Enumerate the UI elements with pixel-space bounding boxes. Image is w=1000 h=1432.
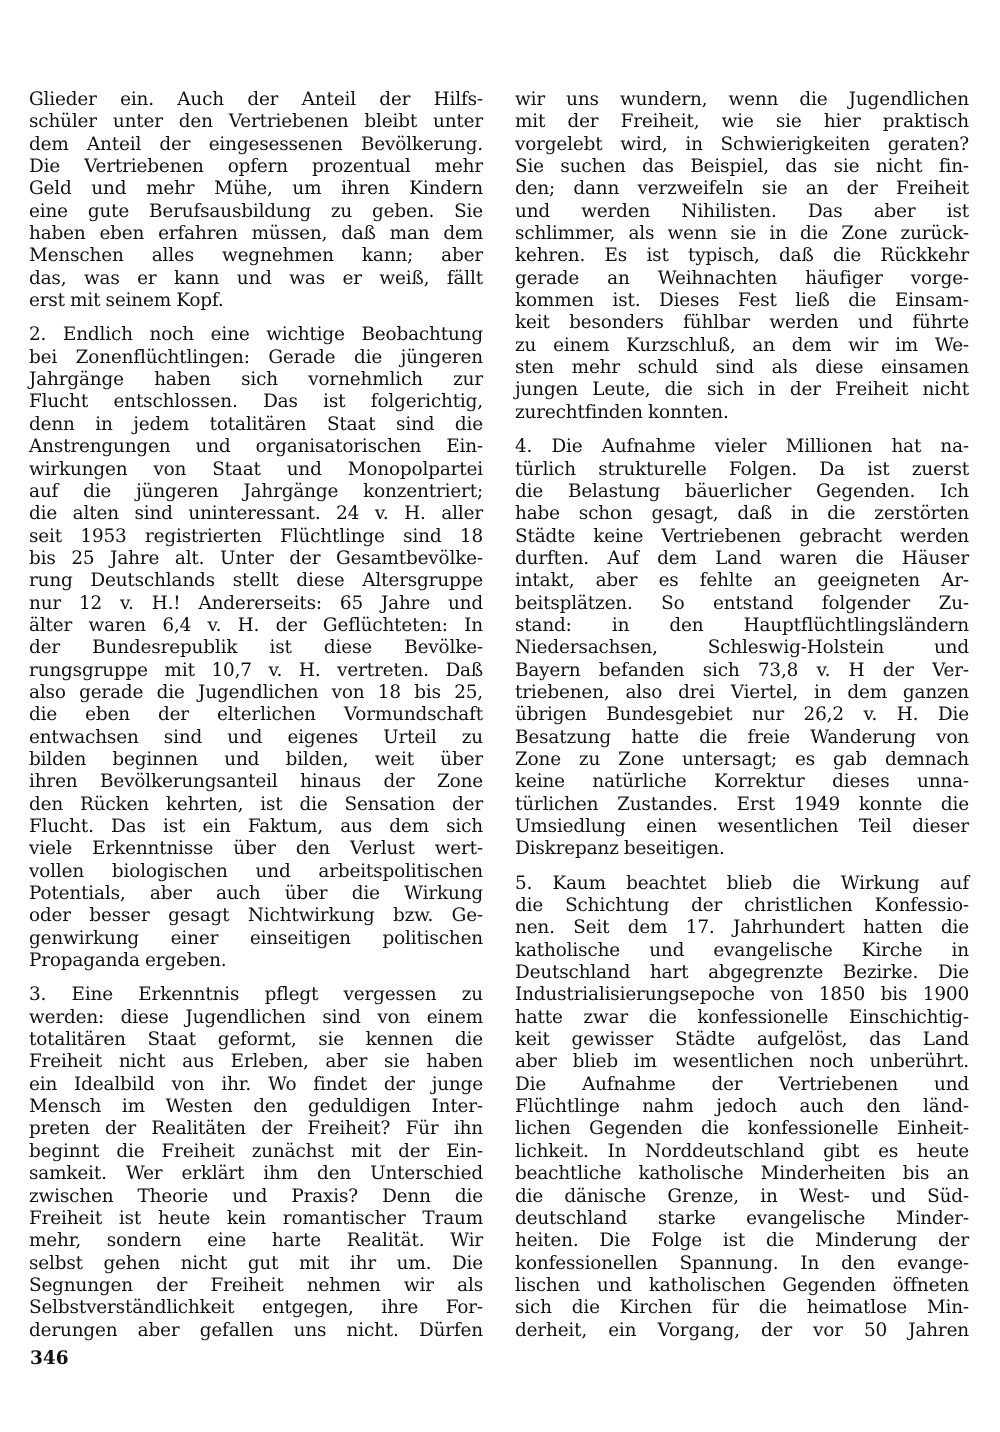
text-line: 4. Die Aufnahme vieler Millionen hat na- (515, 436, 969, 458)
text-line: sich die Kirchen für die heimatlose Min- (515, 1297, 969, 1319)
text-line: nen. Seit dem 17. Jahrhundert hatten die (515, 917, 969, 939)
text-line: sten mehr schuld sind als diese einsamen (515, 357, 969, 379)
text-line: Zone zu Zone untersagt; es gab demnach (515, 748, 969, 770)
text-line: Anstrengungen und organisatorischen Ein- (29, 436, 483, 458)
text-line: katholische und evangelische Kirche in (515, 939, 969, 961)
text-line: Geld und mehr Mühe, um ihren Kindern (29, 178, 483, 200)
text-line: triebenen, also drei Viertel, in dem ganzen (515, 681, 969, 703)
text-line: kehren. Es ist typisch, daß die Rückkehr (515, 245, 969, 267)
text-line: Bayern befanden sich 73,8 v. H der Ver- (515, 659, 969, 681)
text-line: gerade an Weihnachten häufiger vorge- (515, 267, 969, 289)
text-line: Flucht entschlossen. Das ist folgerichtig, (29, 391, 483, 413)
text-line: rungsgruppe mit 10,7 v. H. vertreten. Daß (29, 659, 483, 681)
paragraph (515, 89, 969, 424)
text-line: ein Idealbild von ihr. Wo findet der junge (29, 1073, 483, 1095)
text-line: denn in jedem totalitären Staat sind die (29, 413, 483, 435)
text-line: keit besonders fühlbar werden und führte (515, 312, 969, 334)
text-line: eine gute Berufsausbildung zu geben. Sie (29, 200, 483, 222)
text-line: hatte zwar die konfessionelle Einschichtig- (515, 1006, 969, 1028)
text-line: türlich strukturelle Folgen. Da ist zuerst (515, 458, 969, 480)
text-line: und werden Nihilisten. Das aber ist (515, 200, 969, 222)
text-line: durften. Auf dem Land waren die Häuser (515, 547, 969, 569)
text-line: entwachsen sind und eigenes Urteil zu (29, 726, 483, 748)
text-line: zu einem Kurzschluß, an dem wir im We- (515, 334, 969, 356)
text-line: Die Vertriebenen opfern prozentual mehr (29, 156, 483, 178)
text-line: übrigen Bundesgebiet nur 26,2 v. H. Die (515, 704, 969, 726)
text-line: rung Deutschlands stellt diese Altersgruppe (29, 570, 483, 592)
text-line: Selbstverständlichkeit entgegen, ihre For- (29, 1297, 483, 1319)
text-line: intakt, aber es fehlte an geeigneten Ar- (515, 570, 969, 592)
text-line: beachtliche katholische Minderheiten bis an (515, 1163, 969, 1185)
text-line: Flucht. Das ist ein Faktum, aus dem sich (29, 816, 483, 837)
text-line: erst mit seinem Kopf. (29, 290, 224, 312)
text-line: Diskrepanz beseitigen. (515, 838, 725, 860)
paragraph (29, 89, 483, 312)
text-line: seit 1953 registrierten Flüchtlinge sind 18 (29, 525, 483, 547)
text-line: schlimmer, als wenn sie in die Zone zurück- (515, 223, 969, 245)
text-line: mehr, sondern eine harte Realität. Wir (29, 1230, 483, 1252)
text-line: kommen ist. Dieses Fest ließ die Einsam- (515, 290, 969, 312)
text-line: bilden beginnen und bilden, weit über (29, 748, 483, 770)
paragraph (29, 324, 483, 972)
text-line: Flüchtlinge nahm jedoch auch den länd- (515, 1096, 969, 1118)
text-line: türlichen Zustandes. Erst 1949 konnte die (515, 793, 969, 815)
text-line: beitsplätzen. So entstand folgender Zu- (515, 592, 969, 614)
text-line: Niedersachsen, Schleswig-Holstein und (515, 637, 969, 659)
text-line: aber blieb im wesentlichen noch unberührt. (515, 1051, 969, 1073)
text-line: dem Anteil der eingesessenen Bevölkerung. (29, 133, 483, 155)
text-line: haben eben erfahren müssen, daß man dem (29, 223, 483, 245)
text-line: genwirkung einer einseitigen politischen (29, 927, 483, 949)
text-line: den; dann verzweifeln sie an der Freiheit (515, 178, 969, 200)
text-line: Die Aufnahme der Vertriebenen und (515, 1073, 969, 1095)
text-line: zurechtfinden konnten. (515, 401, 729, 423)
text-line: vorgelebt wird, in Schwierigkeiten geraten? (515, 133, 969, 155)
text-line: Städte keine Vertriebenen gebracht werden (515, 525, 969, 547)
text-line: selbst gehen nicht gut mit ihr um. Die (29, 1252, 483, 1274)
text-line: mit der Freiheit, wie sie hier praktisch (515, 111, 969, 133)
text-line: viele Erkenntnisse über den Verlust wert- (29, 838, 483, 860)
text-line: 2. Endlich noch eine wichtige Beobachtung (29, 324, 483, 346)
text-line: den Rücken kehrten, ist die Sensation der (29, 793, 483, 815)
text-line: Freiheit nicht aus Erleben, aber sie haben (29, 1051, 483, 1073)
paragraph (515, 873, 969, 1342)
text-line: die Belastung bäuerlicher Gegenden. Ich (515, 480, 969, 502)
text-line: Industrialisierungsepoche von 1850 bis 1900 (515, 984, 969, 1006)
text-line: die Schichtung der christlichen Konfessio- (515, 895, 969, 917)
text-line: werden: diese Jugendlichen sind von einem (29, 1006, 483, 1028)
text-line: Glieder ein. Auch der Anteil der Hilfs- (29, 89, 483, 110)
text-line: vollen biologischen und arbeitspolitischen (29, 860, 483, 882)
text-line: die alten sind uninteressant. 24 v. H. aller (29, 503, 483, 525)
text-line: Besatzung hatte die freie Wanderung von (515, 726, 969, 748)
text-line: Segnungen der Freiheit nehmen wir als (29, 1274, 483, 1296)
text-line: bei Zonenflüchtlingen: Gerade die jüngeren (29, 346, 483, 368)
text-line: deutschland starke evangelische Minder- (515, 1207, 969, 1229)
text-line: keit gewisser Städte aufgelöst, das Land (515, 1029, 969, 1051)
text-line: das, was er kann und was er weiß, fällt (29, 267, 483, 289)
text-line: stand: in den Hauptflüchtlingsländern (515, 614, 969, 636)
text-line: schüler unter den Vertriebenen bleibt unter (29, 111, 483, 133)
text-line: die eben der elterlichen Vormundschaft (29, 704, 483, 726)
text-line: habe schon gesagt, daß in die zerstörten (515, 503, 969, 525)
text-line: derheit, ein Vorgang, der vor 50 Jahren (515, 1319, 969, 1341)
text-line: wir uns wundern, wenn die Jugendlichen (515, 89, 969, 110)
text-line: keine natürliche Korrektur dieses unna- (515, 771, 969, 793)
text-line: bis 25 Jahre alt. Unter der Gesamtbevölke- (29, 547, 483, 569)
text-line: lichkeit. In Norddeutschland gibt es heute (515, 1140, 969, 1162)
text-line: 5. Kaum beachtet blieb die Wirkung auf (515, 872, 969, 894)
text-line: der Bundesrepublik ist diese Bevölke- (29, 637, 483, 659)
text-line: Potentials, aber auch über die Wirkung (29, 883, 483, 905)
text-line: Sie suchen das Beispiel, das sie nicht fin- (515, 156, 969, 178)
text-line: nur 12 v. H.! Andererseits: 65 Jahre und (29, 592, 483, 614)
right-column (515, 89, 969, 1354)
text-line: also gerade die Jugendlichen von 18 bis 25, (29, 681, 483, 703)
text-line: Mensch im Westen den geduldigen Inter- (29, 1096, 483, 1118)
text-line: beginnt die Freiheit zunächst mit der Ein- (29, 1140, 483, 1162)
text-line: lichen Gegenden die konfessionelle Einheit- (515, 1118, 969, 1140)
text-line: zwischen Theorie und Praxis? Denn die (29, 1185, 483, 1207)
left-column (29, 89, 483, 1354)
text-line: 3. Eine Erkenntnis pflegt vergessen zu (29, 984, 483, 1006)
text-line: Freiheit ist heute kein romantischer Traum (29, 1207, 483, 1229)
text-line: ihren Bevölkerungsanteil hinaus der Zone (29, 771, 483, 793)
text-line: die dänische Grenze, in West- und Süd- (515, 1185, 969, 1207)
paragraph (29, 984, 483, 1342)
text-line: totalitären Staat geformt, sie kennen die (29, 1029, 483, 1051)
text-line: oder besser gesagt Nichtwirkung bzw. Ge- (29, 905, 483, 927)
text-line: Jahrgänge haben sich vornehmlich zur (29, 369, 483, 391)
text-line: lischen und katholischen Gegenden öffneten (515, 1274, 969, 1296)
text-line: auf die jüngeren Jahrgänge konzentriert; (29, 480, 483, 502)
text-line: derungen aber gefallen uns nicht. Dürfen (29, 1319, 483, 1341)
page-number: 346 (30, 1348, 69, 1369)
text-line: preten der Realitäten der Freiheit? Für ihn (29, 1118, 483, 1140)
text-line: Deutschland hart abgegrenzte Bezirke. Die (515, 962, 969, 984)
text-line: jungen Leute, die sich in der Freiheit nicht (515, 379, 969, 401)
text-line: wirkungen von Staat und Monopolpartei (29, 458, 483, 480)
paragraph (515, 436, 969, 861)
text-line: älter waren 6,4 v. H. der Geflüchteten: In (29, 614, 483, 636)
text-line: Propaganda ergeben. (29, 950, 227, 972)
text-line: Umsiedlung einen wesentlichen Teil dieser (515, 816, 969, 837)
text-line: heiten. Die Folge ist die Minderung der (515, 1230, 969, 1252)
text-line: samkeit. Wer erklärt ihm den Unterschied (29, 1163, 483, 1185)
text-line: konfessionellen Spannung. In den evange- (515, 1252, 969, 1274)
text-line: Menschen alles wegnehmen kann; aber (29, 245, 483, 267)
